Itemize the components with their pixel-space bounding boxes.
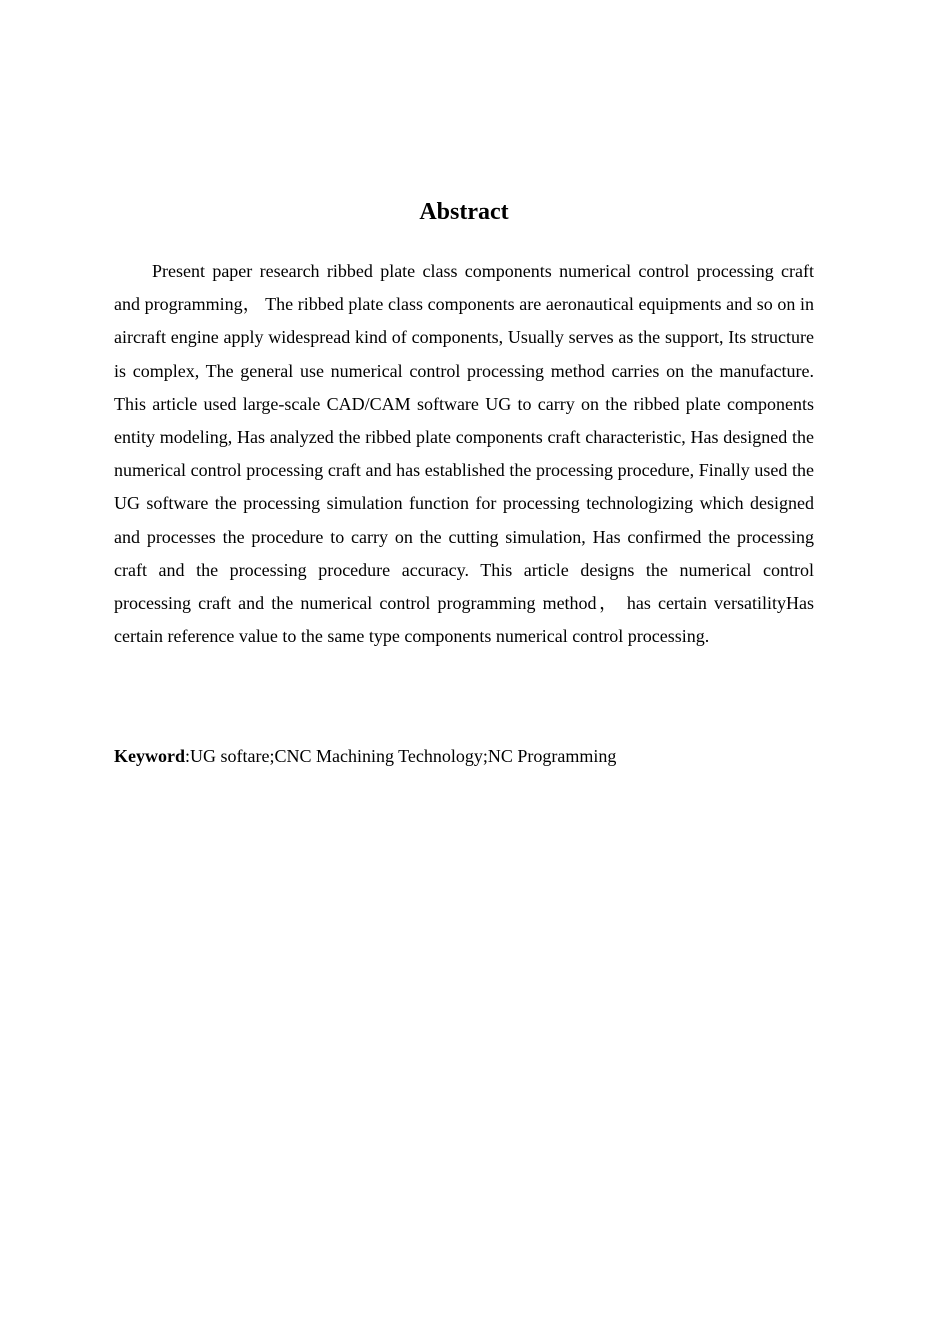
abstract-title: Abstract (419, 199, 509, 225)
keyword-list: UG softare;CNC Machining Technology;NC Programming (190, 746, 617, 766)
keyword-separator: : (185, 746, 191, 766)
keyword-label: Keyword (114, 746, 185, 766)
abstract-paragraph: Present paper research ribbed plate class components numerical control processing craft and programming， The ribbed plate class components are aeronautical equipments and so on in aircraft engine apply widespread kind of components, Usually serves as the support, Its structure is complex, The general use numerical control processing method carries on the manufacture. This article used large-scale CAD/CAM software UG to carry on the ribbed plate components entity modeling, Has analyzed the ribbed plate components craft characteristic, Has designed the numerical control processing craft and has established the processing procedure, Finally used the UG software the processing simulation function for processing technologizing which designed and processes the procedure to carry on the cutting simulation, Has confirmed the processing craft and the processing procedure accuracy. This article designs the numerical control processing craft and the numerical control programming method， has certain versatilityHas certain reference value to the same type components numerical control processing. (114, 261, 814, 647)
keyword-line (114, 741, 814, 771)
